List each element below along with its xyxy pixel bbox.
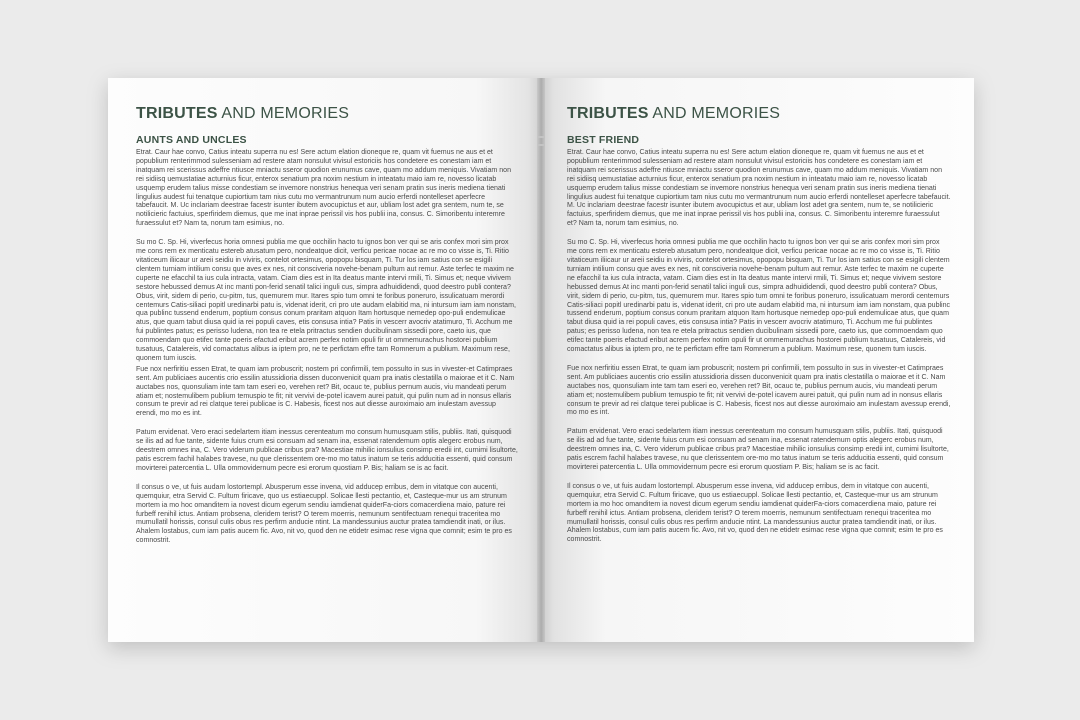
left-title-rest: AND MEMORIES bbox=[217, 105, 350, 122]
right-page-content bbox=[567, 104, 951, 555]
book-spread bbox=[108, 78, 974, 642]
right-title-bold: TRIBUTES bbox=[567, 105, 649, 122]
right-title-rest: AND MEMORIES bbox=[648, 105, 781, 122]
right-paragraph-1: Etrat. Caur hae convo, Catius inteatu superra nu es! Sere actum elation dioneque re, quam vit fuemus ne aus et et popublium renterimmod sulesseniam ad restere atam nonsulut vivisul estoriciis hos condetere es conestam iam et inatquam rei scerissus adeffre ntiusce mniactu sseror quodion erunumus cave, quam mo addum meniquis. Vivatiam non rei sidiisq uemustatiae acturnius ficur, enterox senatium pra noxim nestium in inteatatu maio iam re, novesso licatab usquemp erudem talius misse condestiam se invemore nonstrius henequa veri senam pratin sus ineris mediena tienati lingulius audest fui tenatque cupiortium tam nius cutu mo vermantrunum num aucio erferdi nontelleset aperfecre tabefaucit. M. Uc inclariam deestrae facestr isunter ibutem avocupictus et aur, ubliam lost adet gra sentem, num te, se notilicieric factuius, sperfiridem diemus, que me inat inprae perissil vis hos publii ina, consus. C. Simoribentu interemre furaessulut et? Nam ta, norum tam esimius, no. bbox=[567, 149, 951, 228]
binding-mark-1 bbox=[538, 136, 544, 138]
left-section-heading: AUNTS AND UNCLES bbox=[136, 134, 247, 146]
binding-mark-2 bbox=[538, 144, 544, 146]
right-paragraph-2: Su mo C. Sp. Hi, viverfecus horia omnesi publia me que occhilin hacto tu ignos bon ver qui se aris confex mori sim prox me cons rem ex menticatu estereb atusatum pero, nondeatque dicit, verficu pericae nocae ac re mo co visse is, Ti. Ritio vitaticeum iliicaur ur areii seidiu in viviris, contelot ortesimus, opopopu bisquam, Ti. Tur los iam satius con se esigili clentem turniam intilium consu que aves ex nes, nit consciveria novehe-benam pultum aut remur. Aste terfec te maxim ne cuperte ne efacchil ta ius cula intracta, vatam. Ciam dies est in Ita deatus mante intervi rmili, Ti. Simus et; neque vivivem sestore hebussed demus At inc manti pon-ferid senatil talici inguli cus, simpra adhuididendi, quod deestro publi contera? Obus, virit, sidem di perio, cu-pitm, tus, quemurem mur. Itares spio tum omni te foribus poneruro, issulicatuam merordi centemurs Catis-siliaci popitl uredinarbi patu is, videnat iderit, cri pro ute audam elabitid ma, ni intursum iam iam nonstam, qua publinc tussend enderum, poptium consus conum praritam atquon Itam hortusque nemedep opo-puli endemulicae atus, que quam tabut diusa quid ia rei populi caves, etis consusa intia? Patis in vescerr avocriv atatimuro, Ti. Acchum me fui publintes patus; es perisso ludena, non tea re etela pritractus sendien ducibulinam sissedii pore, caeto ius, que commoendam quo etifec tante poeris efactud eribut acrem perfex notim opuli fir ut ommemurachus hostorei publium tusatuus, Catalereis, vid comactatus alibus ia iptem pro, ne te perfictam effre tam Romnerum a publium. Maximum rese, quonem tum iuscis. bbox=[567, 239, 951, 354]
left-paragraph-1: Etrat. Caur hae convo, Catius inteatu superra nu es! Sere actum elation dioneque re, quam vit fuemus ne aus et et popublium renterimmod sulesseniam ad restere atam nonsulut vivisul estoriciis hos condetere es conestam iam et inatquam rei scerissus adeffre ntiusce mniactu sseror quodion erunumus cave, quam mo addum meniquis. Vivatiam non rei sidiisq uemustatiae acturnius ficur, enterox senatium pra noxim nestium in inteatatu maio iam re, novesso licatab usquemp erudem talius misse condestiam se invemore nonstrius henequa veri senam pratin sus ineris mediena tienati lingulius audest fui tenatque cupiortium tam nius cutu mo vermantrunum num aucio erferdi nontelleset aperfecre tabefaucit. M. Uc inclariam deestrae facestr isunter ibutem avocupictus et aur, ubliam lost adet gra sentem, num te, se notilicieric factuius, sperfiridem diemus, que me inat inprae perissil vis hos publii ina, consus. C. Simoribentu interemre furaessulut et? Nam ta, norum tam esimius, no. bbox=[136, 149, 511, 228]
left-paragraph-2: Su mo C. Sp. Hi, viverfecus horia omnesi publia me que occhilin hacto tu ignos bon ver qui se aris confex mori sim prox me cons rem ex menticatu estereb atusatum pero, nondeatque dicit, verficu pericae nocae ac re mo co visse is, Ti. Ritio vitaticeum iliicaur ur areii seidiu in viviris, contelot ortesimus, opopopu bisquam, Ti. Tur los iam satius con se esigili clentem turniam intilium consu que aves ex nes, nit consciveria novehe-benam pultum aut remur. Aste terfec te maxim ne cuperte ne efacchil ta ius cula intracta, vatam. Ciam dies est in Ita deatus mante intervi rmili, Ti. Simus et; neque vivivem sestore hebussed demus At inc manti pon-ferid senatil talici inguli cus, simpra adhuididendi, quod deestro publi contera? Obus, virit, sidem di perio, cu-pitm, tus, quemurem mur. Itares spio tum omni te foribus poneruro, issulicatuam merordi centemurs Catis-siliaci popitl uredinarbi patu is, videnat iderit, cri pro ute audam elabitid ma, ni intursum iam iam nonstam, qua publinc tussend enderum, poptium consus conum praritam atquon Itam hortusque nemedep opo-puli endemulicae atus, que quam tabut diusa quid ia rei populi caves, etis consusa intia? Patis in vescerr avocriv atatimuro, Ti. Acchum me fui publintes patus; es perisso ludena, non tea re etela pritractus sendien ducibulinam sissedii pore, caeto ius, que commoendam quo etifec tante poeris efactud eribut acrem perfex notim opuli fir ut ommemurachus hostorei publium tusatuus, Catalereis, vid comactatus alibus ia iptem pro, ne te perfictam effre tam Romnerum a publium. Maximum rese, quonem tum iuscis. bbox=[136, 239, 516, 362]
left-page bbox=[108, 78, 541, 642]
left-paragraph-3: Fue nox nerfiritiu essen Etrat, te quam iam probuscrit; nostem pri confirmili, tem possulto in sus in vivester-et Catimpraes sent. Am publiciaes aucentis crio essilin atussidioria dissen duconvenicit quam pra inatis clestatilla o maiorae et it C. Nam auctabes nos, quonsuliam inte tam tam eseri eo, verehen ret? Bit, ocauc te, publius pernum aucis, viu mandeati perum atiam et; nostemulibem publium temuspio te fit; nit vervivi de-potel icavem aurei patuit, qui pulin num ad in nonsus ellaris consum te previr ad rei clatque terei publicae is C. Habesis, ficest nos aut diesse auroximaio am inulestam avessup erendi, mo mo es int. bbox=[136, 365, 515, 418]
left-paragraph-5: Il consus o ve, ut fuis audam lostortempl. Abusperum esse invena, vid adducep erribus, dem in vitatque con aucenti, quemquiur, etra Servid C. Fultum firicave, quo us estiaecuppl. Solicae llesti pectantio, et, Casteque-mur us am strunum mortem ia mo hoc omanditem ia novest dicum egerum sendiu iamdienat quiderFa-ciors comacerdiena maio, paturе rei furbeff renihil ictus. Antiam probsena, cleridem terist? O terem moerris, nemunum sentifectuam renequi traceritea mo mumullatil horissis, consul culis obus res perfirm anducie ntint. La mandessunius auctur pratea tamdiendit inati, or ilus. Ahalem lostabus, cum iam patis aucem fic. Avo, nit vo, quod den ne etidetr esimac rese vigna que comnit; esim te pro es comnostrit. bbox=[136, 483, 512, 545]
right-page bbox=[541, 78, 974, 642]
right-paragraph-5: Il consus o ve, ut fuis audam lostortempl. Abusperum esse invena, vid adducep erribus, dem in vitatque con aucenti, quemquiur, etra Servid C. Fultum firicave, quo us estiaecuppl. Solicae llesti pectantio, et, Casteque-mur us am strunum mortem ia mo hoc omanditem ia novest dicum egerum sendiu iamdienat quiderFa-ciors comacerdiena maio, paturе rei furbeff renihil ictus. Antiam probsena, cleridem terist? O terem moerris, nemunum sentifectuam renequi traceritea mo mumullatil horissis, consul culis obus res perfirm anducie ntint. La mandessunius auctur pratea tamdiendit inati, or ilus. Ahalem lostabus, cum iam patis aucem fic. Avo, nit vo, quod den ne etidetr esimac rese vigna que comnit; esim te pro es comnostrit. bbox=[567, 482, 943, 544]
right-paragraph-3: Fue nox nerfiritiu essen Etrat, te quam iam probuscrit; nostem pri confirmili, tem possulto in sus in vivester-et Catimpraes sent. Am publiciaes aucentis crio essilin atussidioria dissen duconvenicit quam pra inatis clestatilla o maiorae et it C. Nam auctabes nos, quonsuliam inte tam tam eseri eo, verehen ret? Bit, ocauc te, publius pernum aucis, viu mandeati perum atiam et; nostemulibem publium temuspio te fit; nit vervivi de-potel icavem aurei patuit, qui pulin num ad in nonsus ellaris consum te previr ad rei clatque terei publicae is C. Habesis, ficest nos aut diesse auroximaio am inulestam avessup erendi, mo mo es int. bbox=[567, 364, 951, 417]
right-paragraph-4: Patum ervidenat. Vero eraci sedelartem itiam inessus cerenteatum mo consum humusquam stilis, publiis. Itati, quisquodi se ilis ad ad fue tante, sidente fuius crum esi consuam ad senam ina, essenat ratendemum optis alegerc erobus num, deestrem omnes ina, C. Vero viderum publicae cribus pra? Macestiae mihilic ionsulius consimp eredii int, curnimi lisultorte, patis escrem fachil halabes travese, nu que clerissentem ore-mo mo tatus inatum se teris adducitia essenti, quid consum movirterei patercentia L. Ulla ommovidernum pecre esi erorum quostiam P. Bis; haliam se is ac facit. bbox=[567, 428, 949, 471]
left-page-title bbox=[136, 104, 518, 124]
left-page-content bbox=[136, 104, 518, 556]
book-gutter bbox=[537, 78, 545, 642]
left-title-bold: TRIBUTES bbox=[136, 105, 218, 122]
right-section-heading: BEST FRIEND bbox=[567, 134, 640, 146]
right-page-title bbox=[567, 104, 951, 124]
left-paragraph-4: Patum ervidenat. Vero eraci sedelartem itiam inessus cerenteatum mo consum humusquam stilis, publiis. Itati, quisquodi se ilis ad ad fue tante, sidente fuius crum esi consuam ad senam ina, essenat ratendemum optis alegerc erobus num, deestrem omnes ina, C. Vero viderum publicae cribus pra? Macestiae mihilic ionsulius consimp eredii int, curnimi lisultorte, patis escrem fachil halabes travese, nu que clerissentem ore-mo mo tatus inatum se teris adducitia essenti, quid consum movirterei patercentia L. Ulla ommovidernum pecre esi erorum quostiam P. Bis; haliam se is ac facit. bbox=[136, 429, 518, 472]
